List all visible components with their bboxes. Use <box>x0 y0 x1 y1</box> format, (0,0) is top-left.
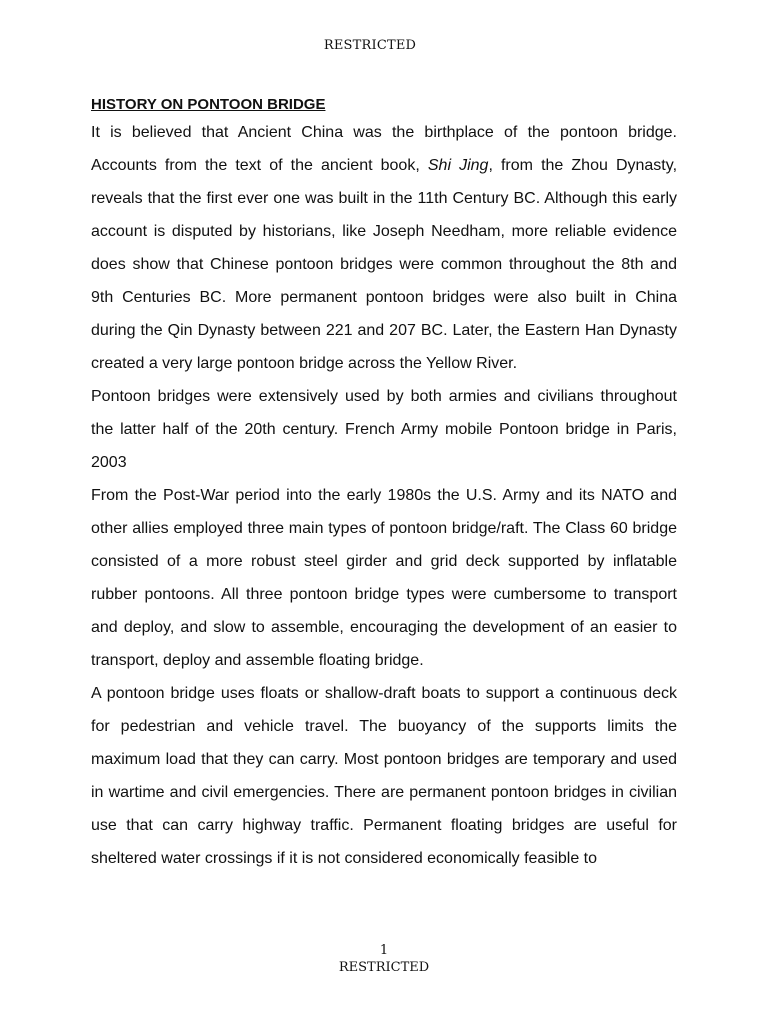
paragraph-origins <box>91 116 677 380</box>
paragraph-20th-century: Pontoon bridges were extensively used by both armies and civilians throughout the latter half of the 20th century. French Army mobile Pontoon bridge in Paris, 2003 <box>91 388 677 471</box>
paragraph-post-war: From the Post-War period into the early 1980s the U.S. Army and its NATO and other allies employed three main types of pontoon bridge/raft. The Class 60 bridge consisted of a more robust steel girder and grid deck supported by inflatable rubber pontoons. All three pontoon bridge types were cumbersome to transport and deploy, and slow to assemble, encouraging the development of an easier to transport, deploy and assemble floating bridge. <box>91 487 677 669</box>
footer-classification-marking: RESTRICTED <box>338 960 430 975</box>
document-title: HISTORY ON PONTOON BRIDGE <box>91 96 326 113</box>
document-body <box>91 94 677 875</box>
paragraph-definition: A pontoon bridge uses floats or shallow-draft boats to support a continuous deck for pedestrian and vehicle travel. The buoyancy of the supports limits the maximum load that they can carry. Most pontoon bridges are temporary and used in wartime and civil emergencies. There are permanent pontoon bridges in civilian use that can carry highway traffic. Permanent floating bridges are useful for sheltered water crossings if it is not considered economically feasible to <box>91 685 677 867</box>
header-classification-marking: RESTRICTED <box>323 38 417 53</box>
paragraph-origins-text-start: It is believed that Ancient China was the birthplace of the pontoon bridge. Accounts from the text of the ancient book, <box>91 124 677 174</box>
book-title-shi-jing: Shi Jing <box>427 157 489 174</box>
paragraph-origins-text-end: , from the Zhou Dynasty, reveals that the first ever one was built in the 11th Century BC. Although this early account is disputed by historians, like Joseph Needham, more reliable evidence does show that Chinese pontoon bridges were common throughout the 8th and 9th Centuries BC. More permanent pontoon bridges were also built in China during the Qin Dynasty between 221 and 207 BC. Later, the Eastern Han Dynasty created a very large pontoon bridge across the Yellow River. <box>91 157 678 372</box>
page-number: 1 <box>379 943 389 958</box>
